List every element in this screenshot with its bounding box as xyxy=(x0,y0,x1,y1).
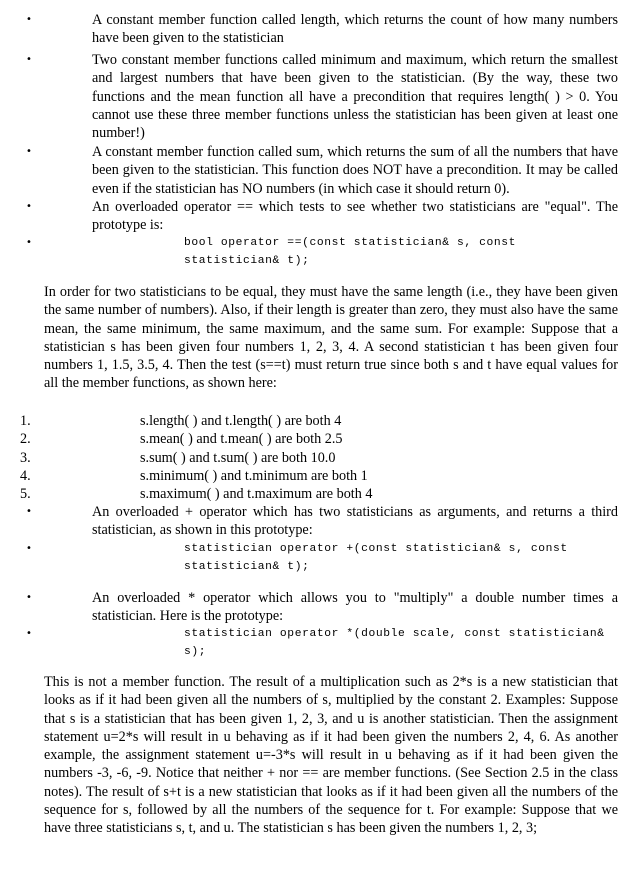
list-item-number: 4. xyxy=(20,468,31,484)
list-item-text: s.sum( ) and t.sum( ) are both 10.0 xyxy=(140,450,336,466)
bullet-min-max-text: Two constant member functions called minimum and maximum, which return the smallest and largest numbers that have been given to the statistician. (By the way, these two functions and the mean function all have a precondition that requires length( ) > 0. You cannot use these three member functions unless the statistician has been given at least one number!) xyxy=(92,52,618,142)
bullet-8-marker: • xyxy=(26,592,32,603)
bullet-sum-text: A constant member function called sum, which returns the sum of all the numbers that have been given to the statistician. This function does NOT have a precondition. It may be called even if the statistician has NO numbers (in which case it should return 0). xyxy=(92,144,618,197)
bullet-plus-operator-text: An overloaded + operator which has two statisticians as arguments, and returns a third statistician, as shown in this prototype: xyxy=(92,504,618,539)
equality-explanation-paragraph: In order for two statisticians to be equal, they must have the same length (i.e., they have been given the same number of numbers). Also, if their length is greater than zero, they must also have the same mean, the same minimum, the same maximum, and the same sum. For example: Suppose that a statistician s has been given four numbers 1, 2, 3, 4. A second statistician t has been given four numbers 1, 1.5, 3.5, 4. Then the test (s==t) must return true since both s and t have equal values for all the member functions, as shown here: xyxy=(44,284,618,392)
list-item-text: s.maximum( ) and t.maximum are both 4 xyxy=(140,486,373,502)
multiply-prototype-code: statistician operator *(double scale, const statistician& s); xyxy=(184,628,605,659)
plus-prototype-code: statistician operator +(const statistician& s, const statistician& t); xyxy=(184,543,568,574)
bullet-7-marker: • xyxy=(26,543,32,554)
bullet-multiply-operator-text: An overloaded * operator which allows you to "multiply" a double number times a statistician. Here is the prototype: xyxy=(92,590,618,625)
list-item-number: 3. xyxy=(20,450,31,466)
list-item-text: s.minimum( ) and t.minimum are both 1 xyxy=(140,468,368,484)
list-item-text: s.length( ) and t.length( ) are both 4 xyxy=(140,413,342,429)
equality-prototype-code: bool operator ==(const statistician& s, const statistician& t); xyxy=(184,237,517,268)
multiply-explanation-paragraph: This is not a member function. The result of a multiplication such as 2*s is a new statistician that looks as if it had been given all the numbers of s, multiplied by the constant 2. Examples: Suppose that s is a statistician that has been given 1, 2, 3, and u is another statistician. Then the assignment statement u=2*s will result in u behaving as if it had been given the numbers 2, 4, 6. As another example, the assignment statement u=-3*s will result in u behaving as if it had been given the numbers -3, -6, -9. Notice that neither + nor == are member functions. (See Section 2.5 in the class notes). The result of s+t is a new statistician that looks as if it had been given all the numbers of the sequence for s, followed by all the numbers of the sequence for t. For example: Suppose that we have three statisticians s, t, and u. The statistician s has been given the numbers 1, 2, 3; xyxy=(44,674,618,837)
list-item-text: s.mean( ) and t.mean( ) are both 2.5 xyxy=(140,431,343,447)
bullet-3-marker: • xyxy=(26,146,32,157)
list-item-number: 5. xyxy=(20,486,31,502)
bullet-length-text: A constant member function called length, which returns the count of how many numbers have been given to the statistician xyxy=(92,12,618,47)
bullet-9-marker: • xyxy=(26,628,32,639)
bullet-4-marker: • xyxy=(26,201,32,212)
bullet-5-marker: • xyxy=(26,237,32,248)
bullet-6-marker: • xyxy=(26,506,32,517)
list-item-number: 1. xyxy=(20,413,31,429)
list-item-number: 2. xyxy=(20,431,31,447)
bullet-equality-text: An overloaded operator == which tests to see whether two statisticians are "equal". The prototype is: xyxy=(92,199,618,234)
bullet-1-marker: • xyxy=(26,14,32,25)
bullet-2-marker: • xyxy=(26,54,32,65)
